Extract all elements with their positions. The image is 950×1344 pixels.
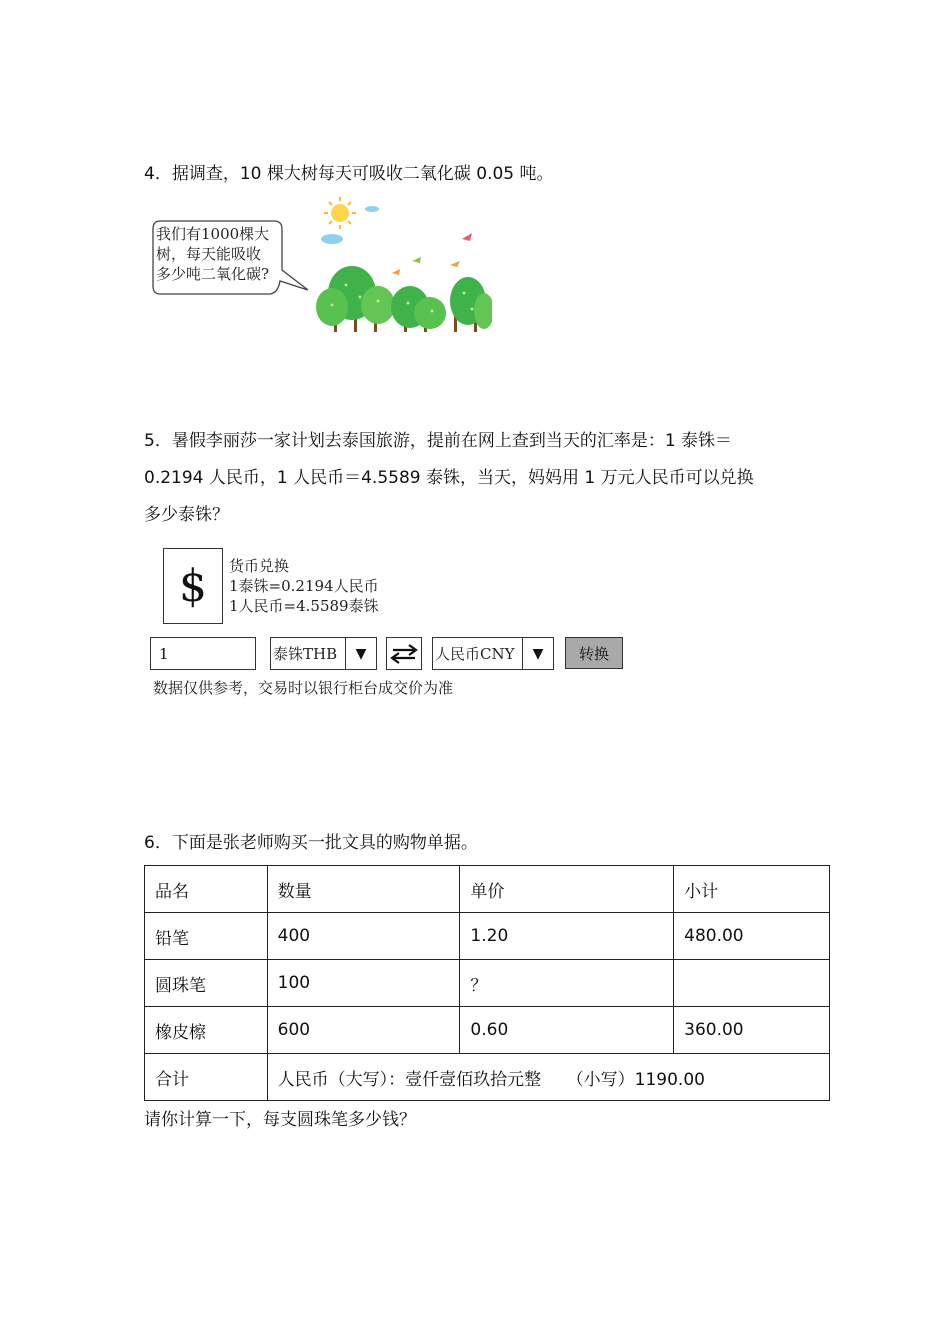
shopping-receipt-table (144, 865, 830, 1101)
tree-group (316, 266, 492, 332)
currency-info (229, 556, 379, 616)
converter-title: 货币兑换 (229, 557, 290, 575)
bubble-line-3: 多少吨二氧化碳? (156, 265, 270, 283)
header-cell: 小计 (674, 866, 830, 913)
bubble-line-2: 树，每天能吸收 (156, 245, 262, 263)
speech-bubble (150, 218, 320, 300)
bird-icon (450, 261, 460, 267)
table-total-row (145, 1054, 830, 1101)
rate-thb-cny: 1泰铢=0.2194人民币 (229, 577, 379, 595)
table-row (145, 960, 830, 1007)
disclaimer-text: 数据仅供参考，交易时以银行柜台成交价为准 (153, 679, 454, 697)
amount-input[interactable] (150, 637, 256, 670)
dollar-icon: $ (163, 548, 223, 624)
table-cell: 400 (267, 913, 460, 960)
cloud-icon (365, 206, 379, 212)
table-row (145, 1007, 830, 1054)
question-4-text: 4．据调查，10 棵大树每天可吸收二氧化碳 0.05 吨。 (144, 164, 554, 184)
table-cell: 480.00 (674, 913, 830, 960)
question-5-line-3: 多少泰铢？ (144, 505, 229, 525)
table-cell: 圆珠笔 (145, 960, 268, 1007)
total-amount: 人民币（大写）：壹仟壹佰玖拾元整 （小写）1190.00 (267, 1054, 829, 1101)
trees-illustration (312, 195, 492, 335)
bird-icon (462, 233, 472, 241)
bird-icon (392, 269, 400, 275)
rate-cny-thb: 1人民币=4.5589泰铢 (229, 597, 379, 615)
dropdown-arrow-icon[interactable]: ▼ (345, 638, 376, 669)
header-cell: 数量 (267, 866, 460, 913)
table-cell: 360.00 (674, 1007, 830, 1054)
bubble-line-1: 我们有1000棵大 (156, 225, 270, 243)
from-currency-select[interactable] (270, 637, 377, 670)
question-5-line-2: 0.2194 人民币，1 人民币＝4.5589 泰铢，当天，妈妈用 1 万元人民币可以兑换 (144, 468, 754, 488)
question-6-prompt: 请你计算一下，每支圆珠笔多少钱？ (144, 1110, 416, 1130)
table-cell: ？ (460, 960, 674, 1007)
question-5-line-1: 5．暑假李丽莎一家计划去泰国旅游，提前在网上查到当天的汇率是：1 泰铢＝ (144, 431, 733, 451)
table-cell: 铅笔 (145, 913, 268, 960)
question-6-text: 6．下面是张老师购买一批文具的购物单据。 (144, 833, 478, 853)
to-currency-value: 人民币CNY (435, 645, 515, 663)
table-header-row (145, 866, 830, 913)
table-cell: 600 (267, 1007, 460, 1054)
to-currency-select[interactable] (432, 637, 554, 670)
bird-icon (412, 257, 421, 263)
dropdown-arrow-icon[interactable]: ▼ (522, 638, 553, 669)
from-currency-value: 泰铢THB (273, 645, 338, 663)
total-label: 合计 (145, 1054, 268, 1101)
sun-icon (324, 197, 356, 229)
table-cell (674, 960, 830, 1007)
table-cell: 1.20 (460, 913, 674, 960)
header-cell: 品名 (145, 866, 268, 913)
table-cell: 100 (267, 960, 460, 1007)
cloud-icon (321, 234, 343, 244)
table-cell: 橡皮檫 (145, 1007, 268, 1054)
header-cell: 单价 (460, 866, 674, 913)
table-row (145, 913, 830, 960)
swap-arrows-icon (390, 644, 418, 664)
table-cell: 0.60 (460, 1007, 674, 1054)
swap-currency-button[interactable] (386, 637, 422, 670)
convert-button[interactable]: 转换 (565, 637, 623, 669)
